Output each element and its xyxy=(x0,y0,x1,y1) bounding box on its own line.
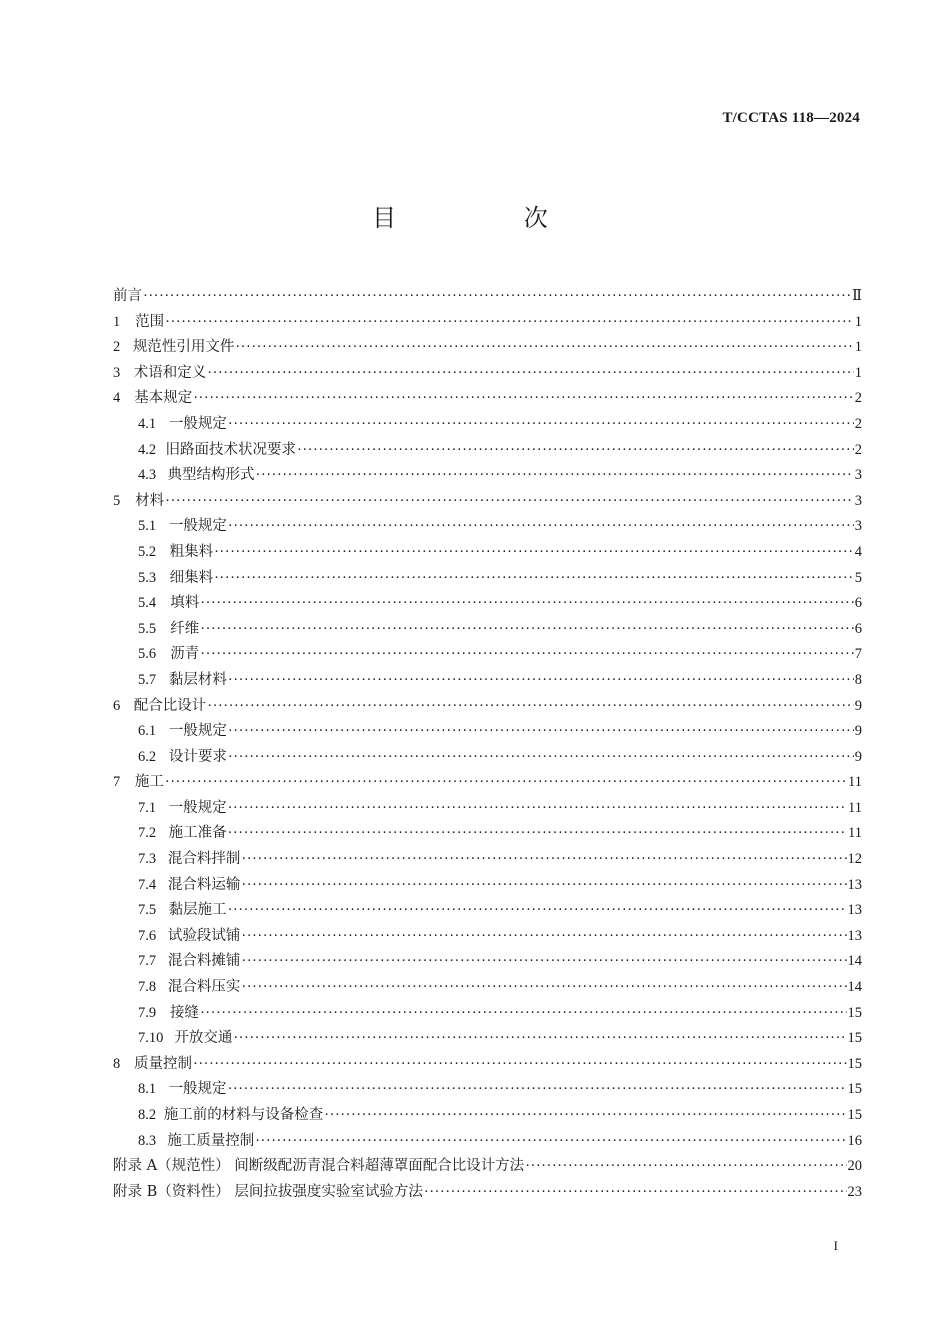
toc-entry-title: 混合料运输 xyxy=(167,876,241,893)
toc-leader-dots xyxy=(214,540,854,566)
toc-entry-page: 14 xyxy=(847,953,862,970)
toc-entry-title: 规范性引用文件 xyxy=(132,339,235,356)
toc-entry[interactable] xyxy=(113,514,862,540)
toc-entry-page: 3 xyxy=(854,467,862,484)
toc-entry-page: 23 xyxy=(847,1183,862,1200)
toc-entry[interactable] xyxy=(113,719,862,745)
toc-entry-page: 3 xyxy=(854,492,862,509)
toc-entry-page: 13 xyxy=(847,902,862,919)
toc-entry[interactable] xyxy=(113,489,862,515)
toc-entry-title: 一般规定 xyxy=(168,1081,227,1098)
toc-entry-number: 7.2 xyxy=(138,825,157,842)
toc-entry-page: 6 xyxy=(854,595,862,612)
toc-entry-page: 13 xyxy=(847,876,862,893)
toc-entry-number: 4.2 xyxy=(138,441,157,458)
toc-entry-number: 7.10 xyxy=(138,1030,164,1047)
toc-entry-title: 附录 B（资料性） 层间拉拔强度实验室试验方法 xyxy=(113,1183,423,1200)
toc-entry[interactable] xyxy=(113,745,862,771)
toc-entry[interactable] xyxy=(113,617,862,643)
toc-entry[interactable] xyxy=(113,1001,862,1027)
toc-entry[interactable] xyxy=(113,1129,862,1155)
toc-leader-dots xyxy=(165,770,847,796)
toc-entry-page: 2 xyxy=(854,390,862,407)
page-title: 目 次 xyxy=(372,204,608,232)
toc-entry[interactable] xyxy=(113,1052,862,1078)
toc-entry[interactable] xyxy=(113,873,862,899)
toc-leader-dots xyxy=(143,284,851,310)
toc-entry-title: 施工质量控制 xyxy=(167,1132,255,1149)
toc-entry-number: 7.9 xyxy=(138,1004,157,1021)
toc-entry[interactable] xyxy=(113,1103,862,1129)
toc-leader-dots xyxy=(165,489,854,515)
toc-entry-page: Ⅱ xyxy=(852,288,862,304)
toc-entry[interactable] xyxy=(113,1077,862,1103)
toc-entry[interactable] xyxy=(113,668,862,694)
toc-leader-dots xyxy=(241,949,846,975)
toc-leader-dots xyxy=(200,642,853,668)
toc-entry-number: 5.6 xyxy=(138,646,157,663)
toc-entry[interactable] xyxy=(113,335,862,361)
toc-entry-number: 5.4 xyxy=(138,595,157,612)
toc-entry[interactable] xyxy=(113,924,862,950)
toc-leader-dots xyxy=(228,796,847,822)
toc-leader-dots xyxy=(424,1180,847,1206)
toc-entry-page: 4 xyxy=(854,543,862,560)
toc-entry[interactable] xyxy=(113,796,862,822)
toc-leader-dots xyxy=(228,745,854,771)
toc-leader-dots xyxy=(525,1154,846,1180)
toc-entry[interactable] xyxy=(113,898,862,924)
toc-entry-page: 11 xyxy=(848,774,862,791)
toc-entry-title: 细集料 xyxy=(169,569,214,586)
toc-entry-title: 一般规定 xyxy=(168,415,227,432)
toc-entry[interactable] xyxy=(113,1026,862,1052)
toc-entry-title: 纤维 xyxy=(170,620,200,637)
toc-entry-title: 典型结构形式 xyxy=(167,467,255,484)
toc-leader-dots xyxy=(228,668,854,694)
toc-entry-number: 2 xyxy=(113,339,121,356)
toc-entry-number: 5.7 xyxy=(138,671,157,688)
toc-entry-number: 3 xyxy=(113,364,121,381)
toc-entry-page: 3 xyxy=(854,518,862,535)
toc-entry-number: 7.1 xyxy=(138,799,157,816)
toc-entry-page: 14 xyxy=(847,979,862,996)
toc-leader-dots xyxy=(228,412,854,438)
toc-entry-page: 9 xyxy=(854,697,862,714)
toc-entry[interactable] xyxy=(113,694,862,720)
page-number: I xyxy=(833,1238,838,1253)
toc-entry[interactable] xyxy=(113,540,862,566)
toc-entry-page: 8 xyxy=(854,671,862,688)
toc-entry-title: 施工准备 xyxy=(168,825,227,842)
toc-entry-title: 一般规定 xyxy=(168,799,227,816)
toc-entry-title: 一般规定 xyxy=(168,723,227,740)
toc-entry-page: 9 xyxy=(854,748,862,765)
toc-entry-page: 6 xyxy=(854,620,862,637)
toc-entry-number: 6.2 xyxy=(138,748,157,765)
toc-entry-number: 5.3 xyxy=(138,569,157,586)
toc-leader-dots xyxy=(200,617,853,643)
toc-leader-dots xyxy=(207,361,854,387)
toc-entry-title: 一般规定 xyxy=(168,518,227,535)
toc-leader-dots xyxy=(297,438,854,464)
toc-entry-title: 施工 xyxy=(134,774,164,791)
toc-entry[interactable] xyxy=(113,310,862,336)
toc-entry-number: 7.5 xyxy=(138,902,157,919)
toc-entry[interactable] xyxy=(113,386,862,412)
toc-entry-page: 15 xyxy=(847,1055,862,1072)
toc-leader-dots xyxy=(228,1077,847,1103)
toc-entry-page: 1 xyxy=(854,339,862,356)
toc-entry-title: 黏层材料 xyxy=(168,671,227,688)
toc-leader-dots xyxy=(228,514,854,540)
toc-entry-number: 5 xyxy=(113,492,121,509)
toc-leader-dots xyxy=(241,975,846,1001)
toc-entry-number: 4 xyxy=(113,390,121,407)
toc-entry-page: 15 xyxy=(847,1004,862,1021)
toc-entry-number: 8.2 xyxy=(138,1107,157,1123)
toc-entry-number: 7.6 xyxy=(138,927,157,944)
toc-entry-title: 填料 xyxy=(170,595,200,612)
toc-entry-page: 2 xyxy=(854,441,862,458)
toc-leader-dots xyxy=(233,1026,846,1052)
toc-entry[interactable] xyxy=(113,463,862,489)
toc-leader-dots xyxy=(200,1001,847,1027)
toc-entry-title: 术语和定义 xyxy=(133,364,207,381)
toc-entry-number: 7.7 xyxy=(138,953,157,970)
toc-entry[interactable] xyxy=(113,949,862,975)
toc-leader-dots xyxy=(235,335,853,361)
toc-leader-dots xyxy=(214,566,854,592)
toc-leader-dots xyxy=(324,1103,846,1129)
toc-leader-dots xyxy=(228,719,854,745)
toc-entry-page: 2 xyxy=(854,415,862,432)
toc-entry-number: 5.5 xyxy=(138,620,157,637)
toc-entry-page: 1 xyxy=(854,364,862,381)
toc-entry[interactable] xyxy=(113,284,862,310)
toc-entry-title: 开放交通 xyxy=(174,1030,233,1047)
toc-entry-number: 8.3 xyxy=(138,1132,157,1149)
toc-entry-page: 7 xyxy=(854,646,862,663)
toc-entry-page: 20 xyxy=(847,1158,862,1175)
toc-entry-title: 设计要求 xyxy=(168,748,227,765)
toc-entry-title: 粗集料 xyxy=(169,543,214,560)
toc-entry-number: 5.2 xyxy=(138,543,157,560)
toc-entry[interactable] xyxy=(113,412,862,438)
toc-leader-dots xyxy=(228,898,847,924)
toc-leader-dots xyxy=(193,1052,847,1078)
toc-entry-number: 4.1 xyxy=(138,415,157,432)
toc-entry-title: 混合料拌制 xyxy=(167,851,241,868)
toc-entry-number: 7.3 xyxy=(138,851,157,868)
toc-entry-title: 混合料摊铺 xyxy=(167,953,241,970)
toc-entry-page: 12 xyxy=(847,851,862,868)
toc-leader-dots xyxy=(207,694,854,720)
toc-entry-title: 黏层施工 xyxy=(168,902,227,919)
toc-entry-title: 范围 xyxy=(135,313,165,330)
toc-entry-title: 接缝 xyxy=(169,1004,199,1021)
toc-entry-number: 6.1 xyxy=(138,723,157,740)
toc-entry[interactable] xyxy=(113,975,862,1001)
toc-entry-number: 8 xyxy=(113,1055,121,1072)
toc-entry-page: 1 xyxy=(854,313,862,330)
toc-leader-dots xyxy=(241,924,846,950)
toc-leader-dots xyxy=(228,821,847,847)
toc-leader-dots xyxy=(241,873,846,899)
toc-entry-title: 混合料压实 xyxy=(167,979,241,996)
table-of-contents xyxy=(113,284,862,1205)
toc-entry-page: 16 xyxy=(847,1132,862,1149)
toc-entry-title: 沥青 xyxy=(170,646,200,663)
toc-entry[interactable] xyxy=(113,847,862,873)
toc-leader-dots xyxy=(165,310,854,336)
toc-leader-dots xyxy=(193,386,854,412)
toc-entry-page: 5 xyxy=(854,569,862,586)
toc-entry-page: 15 xyxy=(847,1030,862,1047)
toc-entry-number: 7 xyxy=(113,774,121,791)
toc-entry[interactable] xyxy=(113,438,862,464)
toc-entry-page: 11 xyxy=(848,825,862,842)
toc-entry-page: 11 xyxy=(848,799,862,816)
toc-leader-dots xyxy=(241,847,846,873)
toc-entry-title: 材料 xyxy=(135,492,165,509)
toc-entry-number: 7.8 xyxy=(138,979,157,996)
toc-entry-title: 配合比设计 xyxy=(133,697,207,714)
toc-entry-page: 15 xyxy=(847,1081,862,1098)
toc-entry-number: 5.1 xyxy=(138,518,157,535)
toc-entry-title: 基本规定 xyxy=(134,390,193,407)
toc-entry-title: 前言 xyxy=(113,288,142,304)
toc-entry-number: 4.3 xyxy=(138,467,157,484)
toc-entry[interactable] xyxy=(113,1180,862,1206)
toc-entry-number: 7.4 xyxy=(138,876,157,893)
toc-entry-page: 9 xyxy=(854,723,862,740)
toc-entry-page: 15 xyxy=(847,1107,862,1123)
toc-entry-page: 13 xyxy=(847,927,862,944)
toc-entry-title: 试验段试铺 xyxy=(167,927,241,944)
toc-entry-title: 旧路面技术状况要求 xyxy=(165,441,296,458)
toc-entry[interactable] xyxy=(113,591,862,617)
toc-entry[interactable] xyxy=(113,642,862,668)
toc-entry[interactable] xyxy=(113,821,862,847)
toc-entry[interactable] xyxy=(113,770,862,796)
standard-code: T/CCTAS 118—2024 xyxy=(722,110,860,126)
toc-entry[interactable] xyxy=(113,1154,862,1180)
toc-leader-dots xyxy=(200,591,853,617)
toc-leader-dots xyxy=(256,463,854,489)
toc-leader-dots xyxy=(255,1129,846,1155)
toc-entry[interactable] xyxy=(113,566,862,592)
toc-entry-title: 附录 A（规范性） 间断级配沥青混合料超薄罩面配合比设计方法 xyxy=(113,1158,525,1175)
toc-entry[interactable] xyxy=(113,361,862,387)
toc-entry-number: 1 xyxy=(113,313,121,330)
toc-entry-title: 质量控制 xyxy=(133,1055,192,1072)
toc-entry-number: 8.1 xyxy=(138,1081,157,1098)
toc-entry-title: 施工前的材料与设备检查 xyxy=(163,1107,324,1123)
toc-entry-number: 6 xyxy=(113,697,121,714)
